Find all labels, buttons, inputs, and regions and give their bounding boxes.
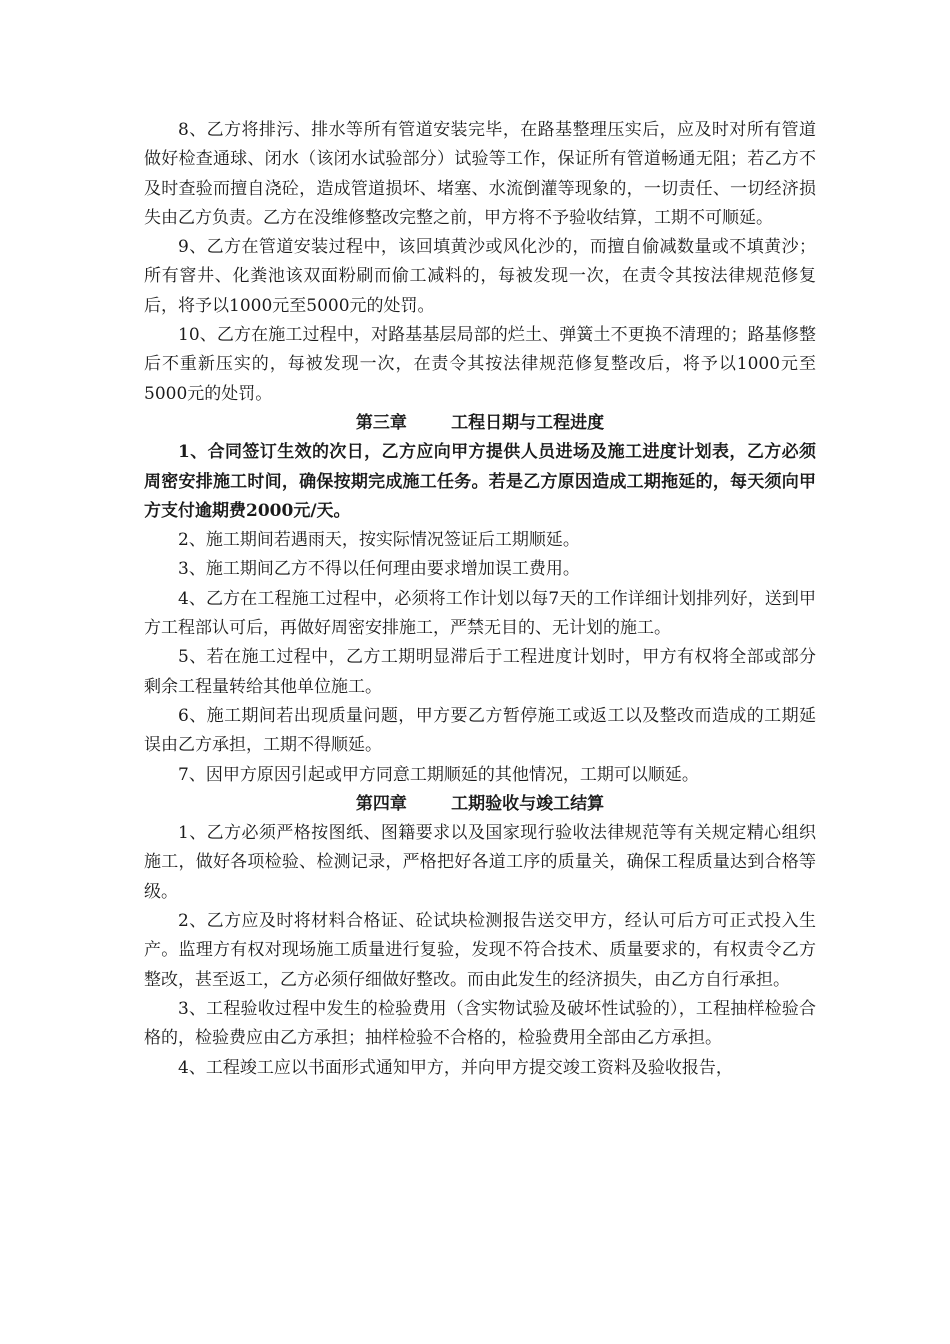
clause-10: 10、乙方在施工过程中，对路基基层局部的烂土、弹簧土不更换不清理的；路基修整后不重新压实的，每被发现一次，在责令其按法律规范修复整改后，将予以1000元至5000元的处罚。 [144,325,816,404]
chapter-4-clause-1: 1、乙方必须严格按图纸、图籍要求以及国家现行验收法律规范等有关规定精心组织施工，做好各项检验、检测记录，严格把好各道工序的质量关，确保工程质量达到合格等级。 [144,823,816,902]
chapter-3-clause-7: 7、因甲方原因引起或甲方同意工期顺延的其他情况，工期可以顺延。 [178,764,699,785]
clause-9: 9、乙方在管道安装过程中，该回填黄沙或风化沙的，而擅自偷减数量或不填黄沙；所有窨井、化粪池该双面粉刷而偷工减料的，每被发现一次，在责令其按法律规范修复后，将予以1000元至5000元的处罚。 [144,237,816,316]
chapter-4-title: 工期验收与竣工结算 [451,793,605,814]
chapter-3-clause-6: 6、施工期间若出现质量问题，甲方要乙方暂停施工或返工以及整改而造成的工期延误由乙方承担，工期不得顺延。 [144,705,816,756]
chapter-3-clause-1: 1、合同签订生效的次日，乙方应向甲方提供人员进场及施工进度计划表，乙方必须周密安排施工时间，确保按期完成施工任务。若是乙方原因造成工期拖延的，每天须向甲方支付逾期费2000元/天。 [144,442,816,521]
chapter-4-clause-3: 3、工程验收过程中发生的检验费用（含实物试验及破坏性试验的），工程抽样检验合格的，检验费应由乙方承担；抽样检验不合格的，检验费用全部由乙方承担。 [144,998,816,1049]
chapter-3-clause-2: 2、施工期间若遇雨天，按实际情况签证后工期顺延。 [178,530,580,551]
chapter-3-title: 工程日期与工程进度 [451,412,605,433]
chapter-3-number: 第三章 [355,412,407,433]
clause-8: 8、乙方将排污、排水等所有管道安装完毕，在路基整理压实后，应及时对所有管道做好检查通球、闭水（该闭水试验部分）试验等工作，保证所有管道畅通无阻；若乙方不及时查验而擅自浇砼，造成管道损坏、堵塞、水流倒灌等现象的，一切责任、一切经济损失由乙方负责。乙方在没维修整改完整之前，甲方将不予验收结算，工期不可顺延。 [144,120,816,228]
chapter-3-clause-4: 4、乙方在工程施工过程中，必须将工作计划以每7天的工作详细计划排列好，送到甲方工程部认可后，再做好周密安排施工，严禁无目的、无计划的施工。 [144,588,816,639]
chapter-4-number: 第四章 [355,793,407,814]
chapter-3-clause-3: 3、施工期间乙方不得以任何理由要求增加误工费用。 [178,559,580,580]
chapter-4-clause-4: 4、工程竣工应以书面形式通知甲方，并向甲方提交竣工资料及验收报告， [178,1057,733,1078]
chapter-4-clause-2: 2、乙方应及时将材料合格证、砼试块检测报告送交甲方，经认可后方可正式投入生产。监理方有权对现场施工质量进行复验，发现不符合技术、质量要求的，有权责令乙方整改，甚至返工，乙方必须仔细做好整改。而由此发生的经济损失，由乙方自行承担。 [144,911,816,990]
chapter-3-heading [144,409,816,438]
chapter-3-clause-5: 5、若在施工过程中，乙方工期明显滞后于工程进度计划时，甲方有权将全部或部分剩余工程量转给其他单位施工。 [144,647,816,697]
chapter-4-heading [144,790,816,819]
document-page [144,116,816,1083]
